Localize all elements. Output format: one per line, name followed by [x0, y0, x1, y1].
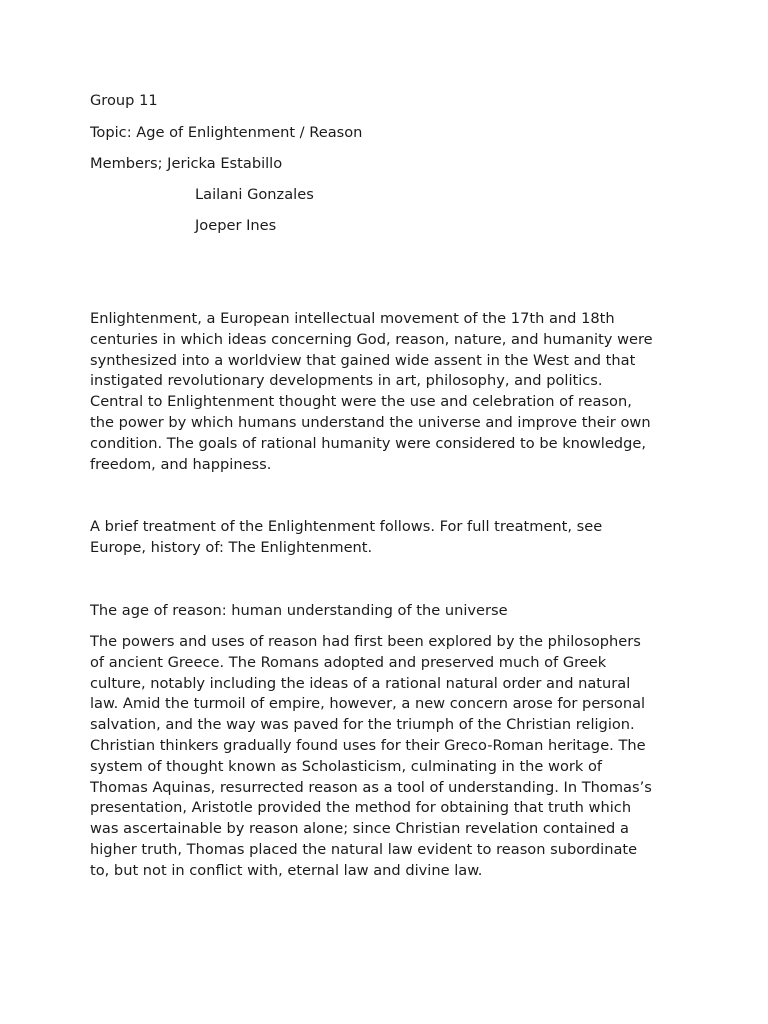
- text-line: The powers and uses of reason had first been explored by the philosophers: [90, 633, 641, 650]
- topic-line: Topic: Age of Enlightenment / Reason: [90, 124, 363, 141]
- text-line: synthesized into a worldview that gained wide assent in the West and that: [90, 351, 636, 369]
- member-name: Joeper Ines: [195, 217, 277, 234]
- text-line: Enlightenment, a European intellectual movement of the 17th and 18th: [90, 310, 615, 327]
- text-line: of ancient Greece. The Romans adopted and preserved much of Greek: [90, 653, 607, 671]
- intro-paragraph: [90, 309, 680, 475]
- section-paragraph: [90, 632, 680, 882]
- members-line: Members; Jericka Estabillo: [90, 155, 283, 172]
- text-line: system of thought known as Scholasticism, culminating in the work of: [90, 757, 603, 775]
- text-line: was ascertainable by reason alone; since Christian revelation contained a: [90, 820, 629, 838]
- text-line: to, but not in conflict with, eternal law and divine law.: [90, 861, 483, 879]
- text-line: Christian thinkers gradually found uses for their Greco-Roman heritage. The: [90, 736, 646, 754]
- text-line: freedom, and happiness.: [90, 455, 272, 473]
- text-line: condition. The goals of rational humanity were considered to be knowledge,: [90, 434, 646, 452]
- text-line: A brief treatment of the Enlightenment follows. For full treatment, see: [90, 518, 603, 535]
- text-line: Europe, history of: The Enlightenment.: [90, 538, 373, 556]
- text-line: higher truth, Thomas placed the natural law evident to reason subordinate: [90, 840, 638, 858]
- text-line: presentation, Aristotle provided the method for obtaining that truth which: [90, 799, 632, 817]
- text-line: Central to Enlightenment thought were the use and celebration of reason,: [90, 393, 632, 411]
- group-label: Group 11: [90, 92, 158, 109]
- text-line: centuries in which ideas concerning God, reason, nature, and humanity were: [90, 330, 653, 348]
- text-line: culture, notably including the ideas of a rational natural order and natural: [90, 674, 631, 692]
- text-line: salvation, and the way was paved for the triumph of the Christian religion.: [90, 716, 635, 734]
- brief-paragraph: [90, 517, 680, 559]
- section-heading: The age of reason: human understanding of the universe: [90, 602, 508, 619]
- text-line: law. Amid the turmoil of empire, however, a new concern arose for personal: [90, 695, 646, 713]
- text-line: instigated revolutionary developments in art, philosophy, and politics.: [90, 372, 603, 390]
- text-line: the power by which humans understand the universe and improve their own: [90, 413, 651, 431]
- member-name: Lailani Gonzales: [195, 186, 314, 203]
- text-line: Thomas Aquinas, resurrected reason as a tool of understanding. In Thomas’s: [90, 778, 652, 796]
